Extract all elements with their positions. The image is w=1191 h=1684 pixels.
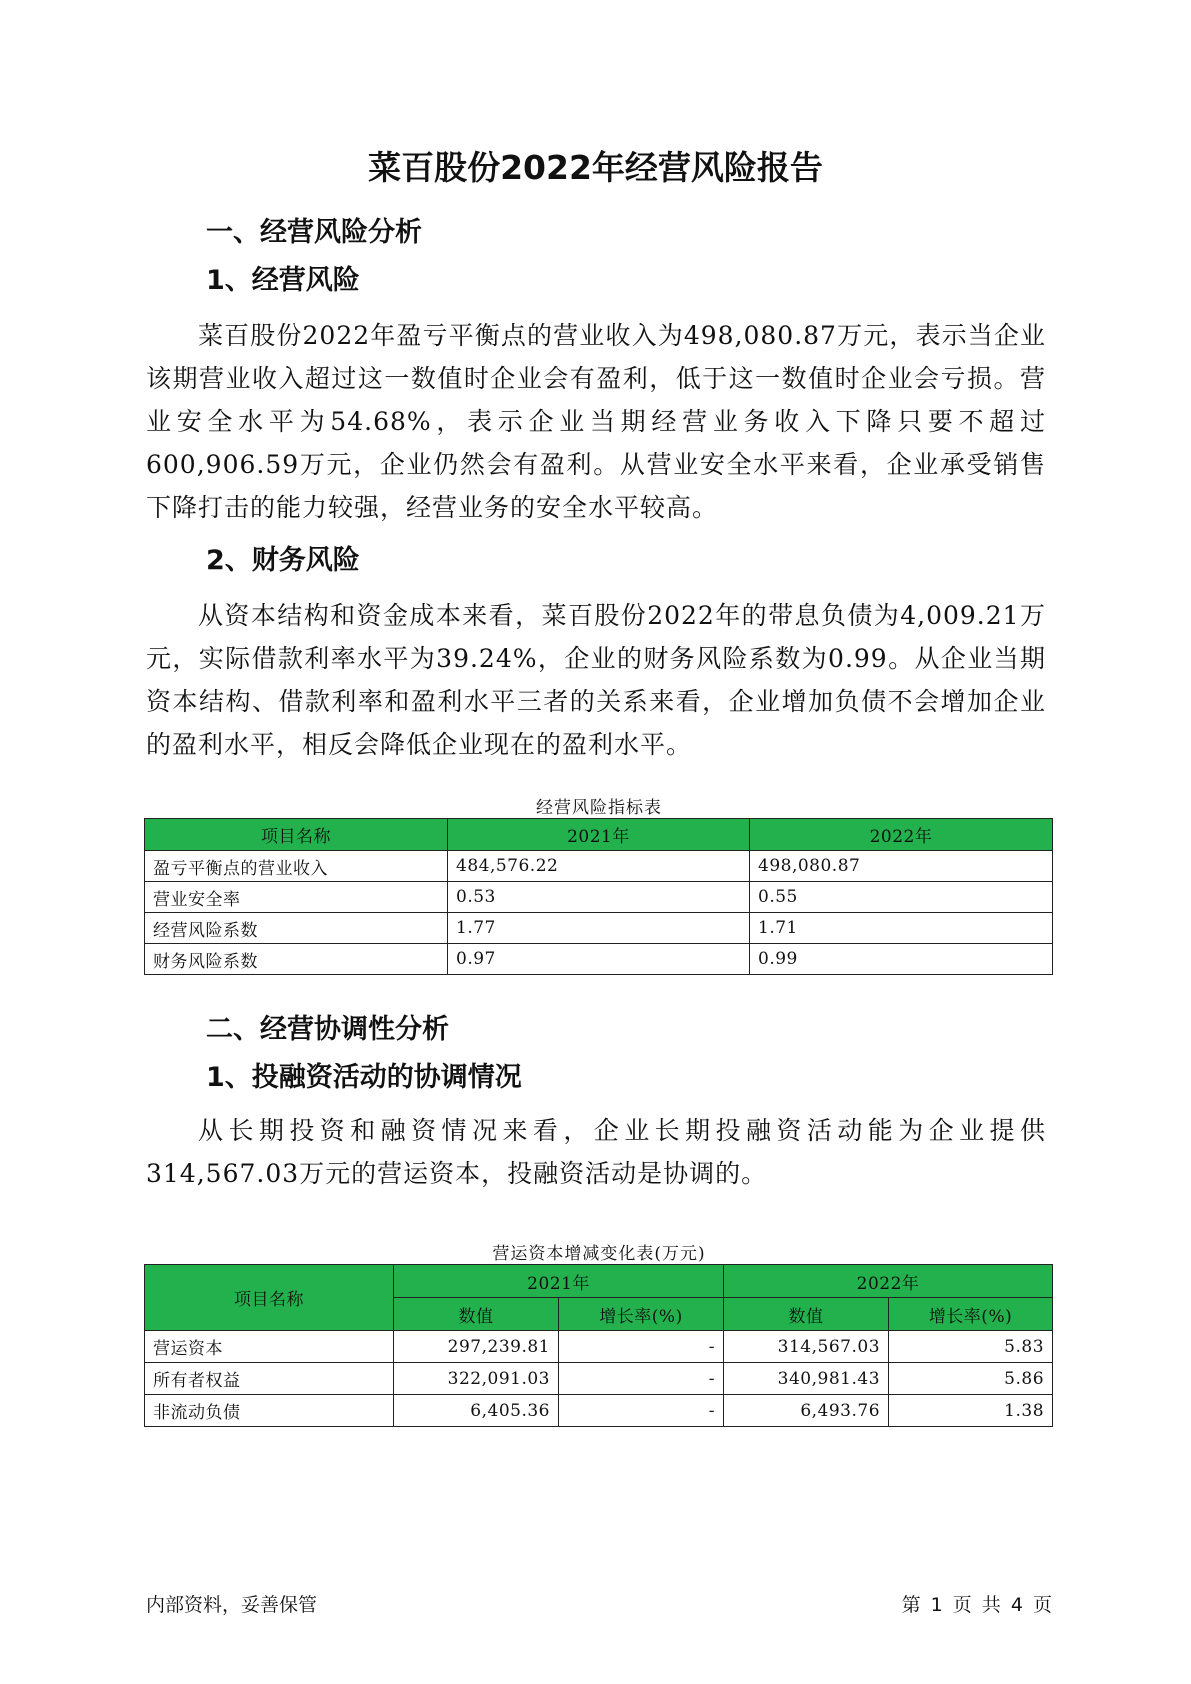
row-label: 所有者权益 [145, 1363, 394, 1395]
table-row [145, 851, 1053, 882]
header-item-name: 项目名称 [145, 1265, 394, 1331]
cell-value: 340,981.43 [724, 1363, 889, 1395]
cell-growth: - [559, 1331, 724, 1363]
table-row [145, 882, 1053, 913]
subsection-heading-financial-risk: 2、财务风险 [206, 545, 360, 576]
row-label: 财务风险系数 [145, 944, 448, 975]
row-label: 营运资本 [145, 1331, 394, 1363]
cell-value: 1.77 [448, 913, 750, 944]
cell-value: 498,080.87 [750, 851, 1053, 882]
header-year-2022: 2022年 [750, 819, 1053, 851]
cell-growth: - [559, 1363, 724, 1395]
subheader-value-2021: 数值 [394, 1298, 559, 1331]
header-item-name: 项目名称 [145, 819, 448, 851]
table-row [145, 913, 1053, 944]
cell-value: 314,567.03 [724, 1331, 889, 1363]
cell-growth: - [559, 1395, 724, 1427]
cell-value: 0.97 [448, 944, 750, 975]
cell-value: 0.53 [448, 882, 750, 913]
cell-value: 1.71 [750, 913, 1053, 944]
table-row [145, 1331, 1053, 1363]
header-year-2022: 2022年 [724, 1265, 1053, 1298]
paragraph-financial-risk: 从资本结构和资金成本来看，菜百股份2022年的带息负债为4,009.21万元，实际借款利率水平为39.24%，企业的财务风险系数为0.99。从企业当期资本结构、借款利率和盈利水平三者的关系来看，企业增加负债不会增加企业的盈利水平，相反会降低企业现在的盈利水平。 [146, 601, 1046, 759]
table-header-row [145, 819, 1053, 851]
cell-value: 297,239.81 [394, 1331, 559, 1363]
table-row [145, 1363, 1053, 1395]
footer-page-number: 第 1 页 共 4 页 [901, 1594, 1052, 1616]
subheader-value-2022: 数值 [724, 1298, 889, 1331]
cell-value: 0.55 [750, 882, 1053, 913]
cell-growth: 5.86 [889, 1363, 1053, 1395]
table-header-row [145, 1265, 1053, 1298]
header-year-2021: 2021年 [448, 819, 750, 851]
paragraph-operating-risk: 菜百股份2022年盈亏平衡点的营业收入为498,080.87万元，表示当企业该期营业收入超过这一数值时企业会有盈利，低于这一数值时企业会亏损。营业安全水平为54.68%，表示企业当期经营业务收入下降只要不超过600,906.59万元，企业仍然会有盈利。从营业安全水平来看，企业承受销售下降打击的能力较强，经营业务的安全水平较高。 [146, 321, 1046, 522]
paragraph-investment-financing: 从长期投资和融资情况来看，企业长期投融资活动能为企业提供314,567.03万元的营运资本，投融资活动是协调的。 [146, 1116, 1046, 1188]
cell-value: 0.99 [750, 944, 1053, 975]
working-capital-change-table [144, 1264, 1053, 1427]
row-label: 盈亏平衡点的营业收入 [145, 851, 448, 882]
cell-value: 6,405.36 [394, 1395, 559, 1427]
cell-value: 322,091.03 [394, 1363, 559, 1395]
footer-confidential-note: 内部资料，妥善保管 [146, 1594, 318, 1616]
section-heading-operating-risk-analysis: 一、经营风险分析 [206, 217, 422, 248]
operating-risk-indicator-table [144, 818, 1053, 975]
cell-value: 484,576.22 [448, 851, 750, 882]
cell-growth: 5.83 [889, 1331, 1053, 1363]
row-label: 营业安全率 [145, 882, 448, 913]
row-label: 经营风险系数 [145, 913, 448, 944]
subheader-growth-2021: 增长率(%) [559, 1298, 724, 1331]
cell-growth: 1.38 [889, 1395, 1053, 1427]
subsection-heading-investment-financing: 1、投融资活动的协调情况 [206, 1062, 522, 1093]
subsection-heading-operating-risk: 1、经营风险 [206, 265, 360, 296]
section-heading-coordination-analysis: 二、经营协调性分析 [206, 1014, 449, 1045]
table-row [145, 1395, 1053, 1427]
table1-caption: 经营风险指标表 [536, 798, 662, 818]
table-row [145, 944, 1053, 975]
cell-value: 6,493.76 [724, 1395, 889, 1427]
subheader-growth-2022: 增长率(%) [889, 1298, 1053, 1331]
header-year-2021: 2021年 [394, 1265, 724, 1298]
row-label: 非流动负债 [145, 1395, 394, 1427]
document-title: 菜百股份2022年经营风险报告 [368, 148, 823, 187]
table2-caption: 营运资本增减变化表(万元) [492, 1244, 706, 1264]
